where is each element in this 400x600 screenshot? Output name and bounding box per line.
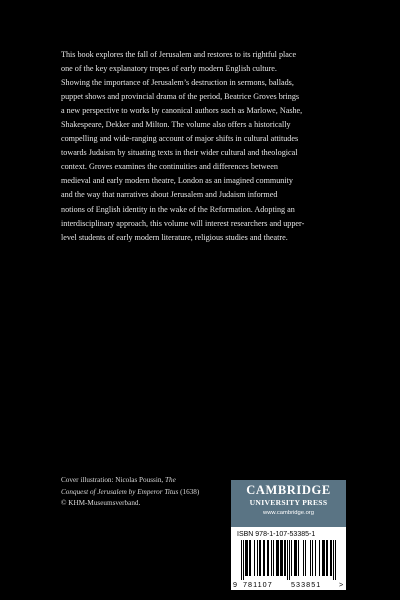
barcode-digit-first: 9 [233, 580, 237, 589]
description-line: medieval and early modern theatre, London as an imagined community [61, 176, 293, 186]
barcode-bar [330, 540, 331, 576]
barcode-bar [322, 540, 323, 576]
barcode-bar [246, 540, 247, 576]
barcode-bar [278, 540, 279, 576]
description-line: puppet shows and provincial drama of the period, Beatrice Groves brings [61, 92, 300, 102]
barcode-bar [327, 540, 328, 576]
description-line: towards Judaism by situating texts in their wider cultural and theological [61, 148, 298, 158]
barcode-bar [295, 540, 296, 576]
barcode-bar [324, 540, 325, 576]
barcode-bars [239, 540, 339, 580]
description-line: Showing the importance of Jerusalem’s destruction in sermons, ballads, [61, 78, 294, 88]
barcode-bar [331, 540, 332, 576]
barcode-bar [281, 540, 282, 576]
barcode-bar [298, 540, 299, 576]
barcode-bar [245, 540, 246, 576]
description-line: one of the key explanatory tropes of early modern English culture. [61, 64, 277, 74]
description-line: a new perspective to works by canonical authors such as Marlowe, Nashe, [61, 106, 303, 116]
description-line: level students of early modern literature, religious studies and theatre. [61, 232, 288, 242]
barcode-bar [264, 540, 265, 576]
barcode-bar [333, 540, 334, 580]
barcode-bar [243, 540, 244, 580]
barcode-bar [271, 540, 272, 576]
description-line: context. Groves examines the continuities and differences between [61, 162, 278, 172]
barcode-bar [282, 540, 283, 576]
barcode-bar [303, 540, 304, 576]
artwork-title-part2: Conquest of Jerusalem by Emperor Titus [61, 487, 179, 496]
description-line: notions of English identity in the wake of the Reformation. Adopting an [61, 204, 295, 214]
barcode-arrow: > [339, 580, 344, 589]
barcode-bar [247, 540, 248, 576]
barcode-bar [254, 540, 255, 576]
barcode-bar [276, 540, 277, 576]
barcode-bar [285, 540, 286, 576]
barcode-bar [263, 540, 264, 576]
publisher-name: CAMBRIDGE [246, 483, 331, 497]
description-line: This book explores the fall of Jerusalem and restores to its rightful place [61, 50, 297, 59]
artwork-title-part1: The [165, 476, 176, 484]
barcode-bar [284, 540, 285, 576]
barcode-bar [267, 540, 268, 576]
barcode-bar [335, 540, 336, 580]
barcode-digits [231, 580, 346, 590]
description-line: Shakespeare, Dekker and Milton. The volume also offers a historically [61, 120, 291, 130]
barcode-bar [315, 540, 316, 576]
description-line: compelling and wide-ranging account of major shifts in cultural attitudes [61, 134, 299, 144]
barcode-bar [257, 540, 258, 576]
isbn-barcode-box [231, 527, 346, 590]
credit-copyright: © KHM-Museumsverband. [61, 499, 141, 507]
barcode-bar [273, 540, 274, 576]
barcode-bar [249, 540, 250, 576]
barcode-bar [323, 540, 324, 576]
barcode-digits-right: 533851 [291, 580, 322, 589]
credit-prefix: Cover illustration: Nicolas Poussin, [61, 476, 166, 484]
barcode-bar [259, 540, 260, 576]
barcode-bar [260, 540, 261, 576]
barcode-bar [280, 540, 281, 576]
barcode-bar [310, 540, 311, 576]
description-line: interdisciplinary approach, this volume will interest researchers and upper- [61, 218, 305, 228]
cover-illustration-credit [61, 475, 226, 510]
barcode-bar [241, 540, 242, 580]
publisher-url: www.cambridge.org [263, 510, 314, 516]
barcode-bar [250, 540, 251, 576]
barcode-bar [319, 540, 320, 576]
barcode-bar [291, 540, 292, 576]
artwork-year: (1638) [178, 487, 200, 496]
publisher-subtitle: UNIVERSITY PRESS [249, 498, 328, 507]
publisher-logo-box [231, 480, 346, 527]
barcode-bar [326, 540, 327, 576]
barcode-digits-left: 781107 [243, 580, 273, 589]
barcode-bar [277, 540, 278, 576]
barcode-bar [305, 540, 306, 576]
description-line: and the way that narratives about Jerusalem and Judaism informed [61, 190, 278, 200]
barcode-bar [296, 540, 297, 576]
credit-line-2 [61, 487, 226, 499]
credit-line-1 [61, 475, 226, 487]
book-description [61, 48, 351, 245]
barcode-bar [287, 540, 288, 580]
barcode-bar [289, 540, 290, 580]
isbn-label: ISBN 978-1-107-53385-1 [237, 531, 316, 538]
barcode-bar [312, 540, 313, 576]
barcode-bar [268, 540, 269, 576]
barcode-bar [294, 540, 295, 576]
